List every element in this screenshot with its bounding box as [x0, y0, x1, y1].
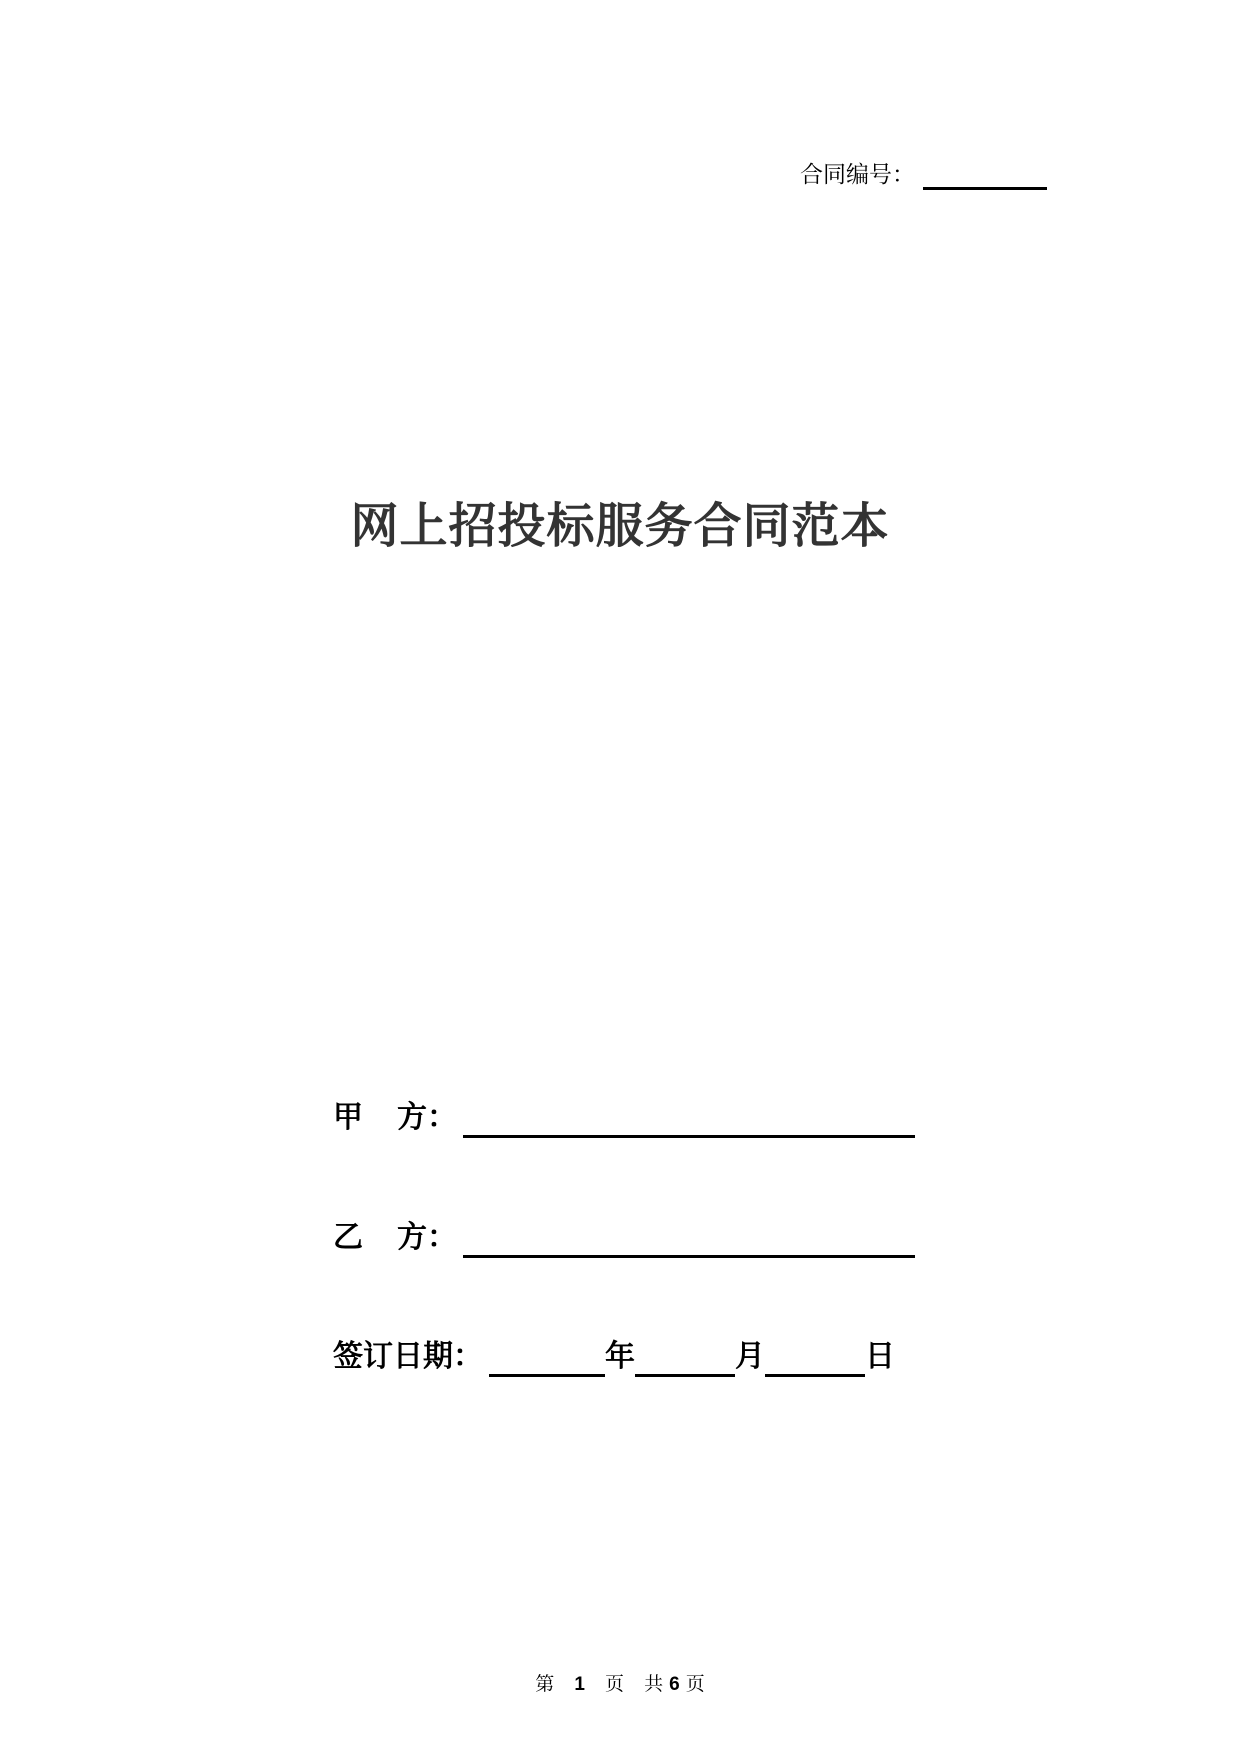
contract-number-field — [800, 160, 1047, 190]
signing-date-row — [333, 1337, 895, 1377]
party-b-row — [333, 1218, 915, 1258]
day-blank — [765, 1344, 865, 1377]
current-page-number: 1 — [574, 1674, 585, 1695]
month-blank — [635, 1344, 735, 1377]
signing-date-label: 签订日期： — [333, 1339, 483, 1374]
party-a-label-char1: 甲 — [333, 1100, 363, 1135]
party-a-blank — [463, 1105, 915, 1138]
footer-prefix: 第 — [535, 1673, 555, 1695]
contract-number-label: 合同编号： — [800, 162, 915, 188]
footer-total-prefix: 共 — [644, 1673, 664, 1695]
party-b-blank — [463, 1225, 915, 1258]
year-label: 年 — [605, 1339, 635, 1374]
total-page-number: 6 — [669, 1674, 680, 1695]
footer-page-word: 页 — [604, 1673, 624, 1695]
day-label: 日 — [865, 1339, 895, 1374]
party-a-row — [333, 1098, 915, 1138]
party-b-label-char2: 方： — [397, 1220, 457, 1255]
document-title: 网上招投标服务合同范本 — [350, 498, 890, 554]
month-label: 月 — [735, 1339, 765, 1374]
contract-number-blank — [923, 163, 1047, 190]
year-blank — [489, 1344, 605, 1377]
footer-total-suffix: 页 — [685, 1673, 705, 1695]
party-b-label-char1: 乙 — [333, 1220, 363, 1255]
page-footer — [0, 1672, 1240, 1697]
party-a-label-char2: 方： — [397, 1100, 457, 1135]
